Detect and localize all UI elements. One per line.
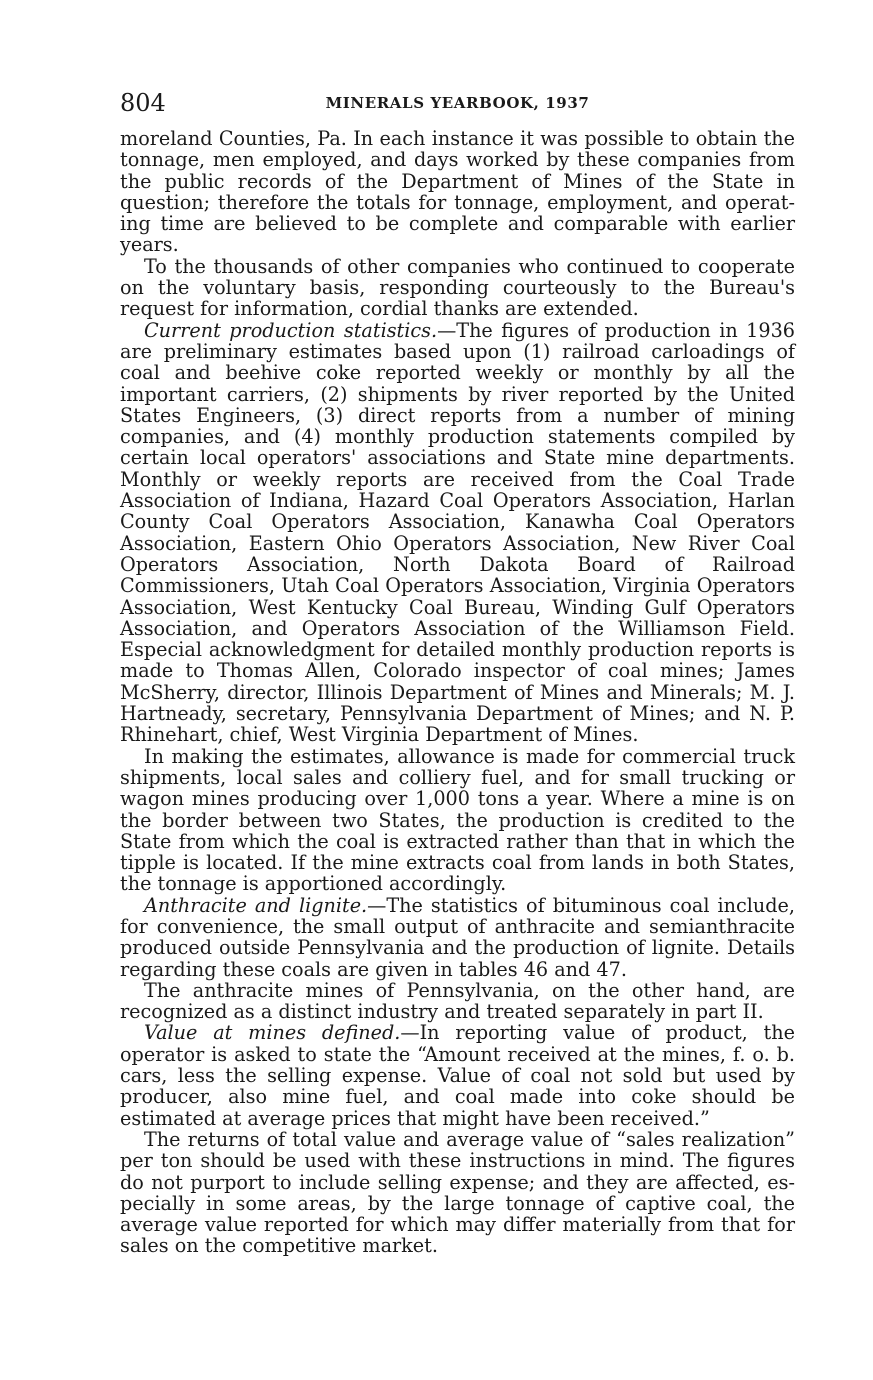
paragraph-text: To the thousands of other companies who continued to cooperate on the voluntary basis, responding courteously to the Bureau's request for information, cordial thanks are extended. [120, 254, 795, 321]
paragraph-current-production [120, 320, 795, 746]
run-in-heading: Anthracite and lignite. [144, 893, 368, 917]
paragraph-sales-realization [120, 1129, 795, 1257]
paragraph-text: —The statistics of bituminous coal include, for convenience, the small output of anthracite and semianthracite produced outside Pennsylvania and the production of lignite. Details regarding these coals are given in tables 46 and 47. [120, 893, 795, 981]
paragraph-text: —In reporting value of product, the operator is asked to state the “Amount received at the mines, f. o. b. cars, less the selling expense. Value of coal not sold but used by producer, also mine fuel, and coal made into coke should be estimated at average prices that might have been received.” [120, 1021, 795, 1130]
paragraph-text: In making the estimates, allowance is made for commercial truck shipments, local sales and colliery fuel, and for small trucking or wagon mines producing over 1,000 tons a year. Where a mine is on the border between two States, the production is credited to the State from which the coal is extracted rather than that in which the tipple is located. If the mine extracts coal from lands in both States, the tonnage is apportioned accordingly. [120, 744, 795, 896]
body-text [120, 128, 795, 1257]
paragraph-text: —The figures of production in 1936 are preliminary estimates based upon (1) railroad carloadings of coal and beehive coke reported weekly or monthly by all the important carriers, (2) shipments by river reported by the United States Engineers, (3) direct reports from a number of mining companies, and (4) monthly production statements compiled by certain local operators' associations and State mine departments. Monthly or weekly reports are received from the Coal Trade Association of Indiana, Hazard Coal Operators Association, Harlan County Coal Operators Association, Kanawha Coal Operators Association, Eastern Ohio Operators Association, New River Coal Operators Association, North Dakota Board of Railroad Commissioners, Utah Coal Operators Association, Virginia Operators Association, West Kentucky Coal Bureau, Winding Gulf Operators Association, and Operators Association of the Williamson Field. Especial acknowledgment for detailed monthly production reports is made to Thomas Allen, Colorado inspector of coal mines; James McSherry, director, Illinois Department of Mines and Minerals; M. J. Hartneady, secretary, Pennsylvania Department of Mines; and N. P. Rhinehart, chief, West Virginia Department of Mines. [120, 318, 795, 747]
run-in-heading: Current production statistics. [144, 318, 438, 342]
running-title: MINERALS YEARBOOK, 1937 [325, 94, 590, 112]
running-head [120, 88, 795, 122]
paragraph-text: The returns of total value and average value of “sales realization” per ton should be used with these instructions in mind. The figures do not purport to include selling expense; and they are affected, especially in some areas, by the large tonnage of captive coal, the average value reported for which may differ materially from that for sales on the competitive market. [120, 1127, 795, 1258]
paragraph-anthracite-lignite [120, 895, 795, 980]
paragraph-text: moreland Counties, Pa. In each instance it was possible to obtain the tonnage, men employed, and days worked by these companies from the public records of the Department of Mines of the State in question; therefore the totals for tonnage, employment, and operating time are believed to be complete and comparable with earlier years. [120, 127, 795, 257]
paragraph-estimates [120, 746, 795, 895]
document-page [120, 88, 795, 1257]
paragraph-continuation [120, 128, 795, 256]
run-in-heading: Value at mines defined. [144, 1021, 401, 1045]
paragraph-value-defined [120, 1022, 795, 1128]
paragraph-acknowledgment [120, 256, 795, 320]
paragraph-text: The anthracite mines of Pennsylvania, on the other hand, are recognized as a distinct industry and treated separately in part II. [120, 978, 795, 1024]
page-number: 804 [120, 89, 166, 117]
paragraph-pennsylvania-anthracite [120, 980, 795, 1023]
